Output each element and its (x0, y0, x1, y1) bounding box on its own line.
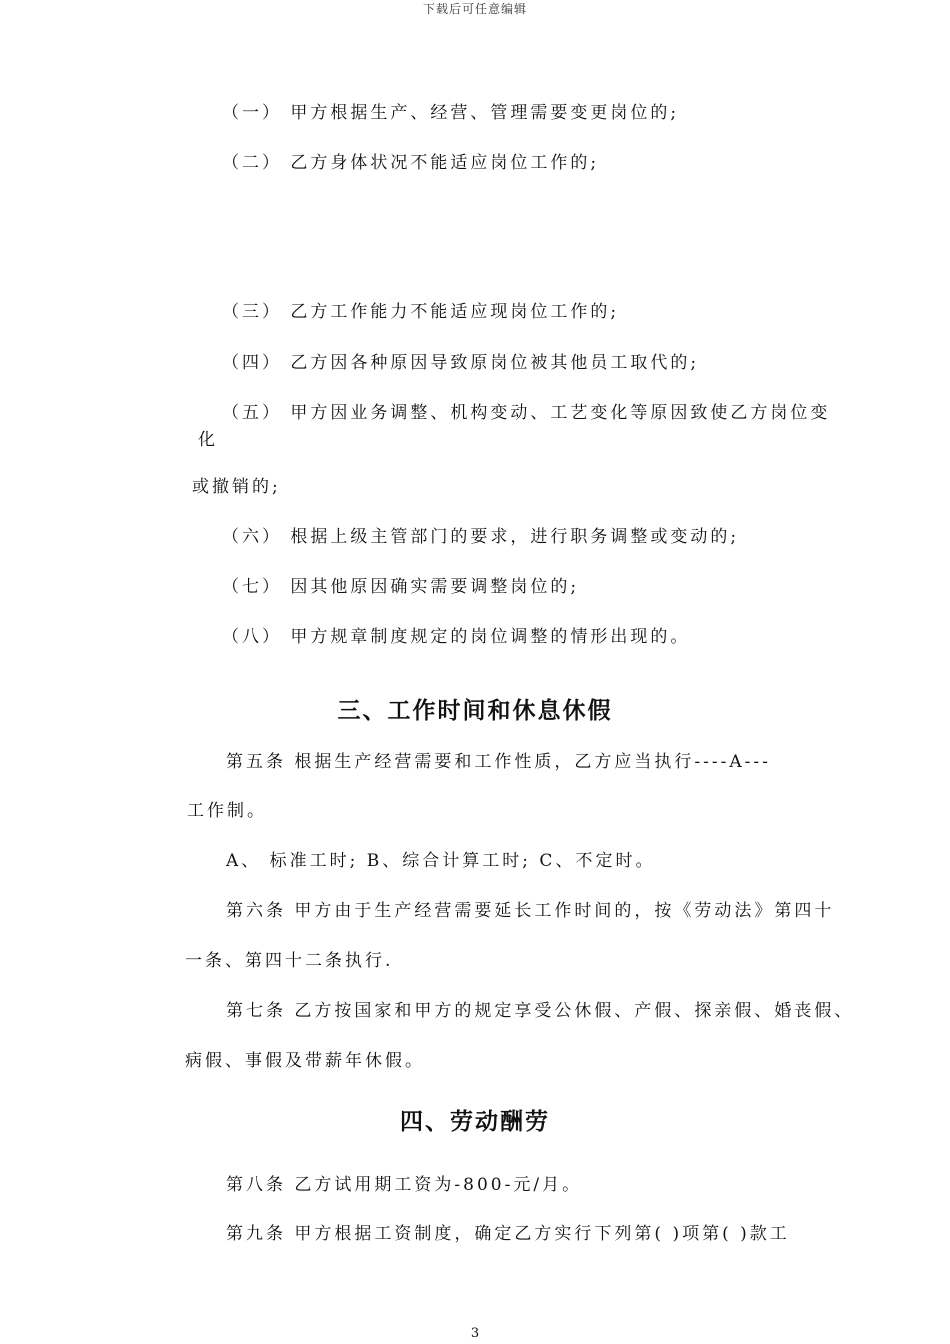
article-7-line-1: 第七条 乙方按国家和甲方的规定享受公休假、产假、探亲假、婚丧假、 (226, 1001, 855, 1021)
clause-item-8: （八） 甲方规章制度规定的岗位调整的情形出现的。 (222, 627, 691, 647)
page-number: 3 (470, 1326, 480, 1341)
clause-item-3: （三） 乙方工作能力不能适应现岗位工作的; (222, 302, 620, 322)
clause-item-4: （四） 乙方因各种原因导致原岗位被其他员工取代的; (222, 353, 700, 373)
article-5-options: A、 标准工时; B、综合计算工时; C、不定时。 (226, 851, 656, 871)
page-header: 下载后可任意编辑 (422, 2, 527, 16)
article-5-line-2: 工作制。 (187, 801, 267, 821)
section-heading-work-time: 三、工作时间和休息休假 (337, 698, 613, 724)
clause-item-2: （二） 乙方身体状况不能适应岗位工作的; (222, 153, 600, 173)
article-6-line-2: 一条、第四十二条执行. (185, 951, 394, 971)
article-7-line-2: 病假、事假及带薪年休假。 (185, 1051, 425, 1071)
article-8: 第八条 乙方试用期工资为-800-元/月。 (226, 1175, 583, 1195)
article-6-line-1: 第六条 甲方由于生产经营需要延长工作时间的，按《劳动法》第四十 (226, 901, 835, 921)
section-heading-remuneration: 四、劳动酬劳 (400, 1109, 550, 1135)
clause-item-7: （七） 因其他原因确实需要调整岗位的; (222, 577, 580, 597)
article-9: 第九条 甲方根据工资制度，确定乙方实行下列第( )项第( )款工 (226, 1224, 790, 1244)
clause-item-5: （五） 甲方因业务调整、机构变动、工艺变化等原因致使乙方岗位变 (222, 403, 831, 423)
clause-item-5-wrap: 化 (198, 430, 218, 450)
clause-item-5-continued: 或撤销的; (192, 477, 281, 497)
article-5-line-1: 第五条 根据生产经营需要和工作性质，乙方应当执行----A--- (226, 752, 771, 772)
clause-item-1: （一） 甲方根据生产、经营、管理需要变更岗位的; (222, 103, 680, 123)
clause-item-6: （六） 根据上级主管部门的要求，进行职务调整或变动的; (222, 527, 740, 547)
